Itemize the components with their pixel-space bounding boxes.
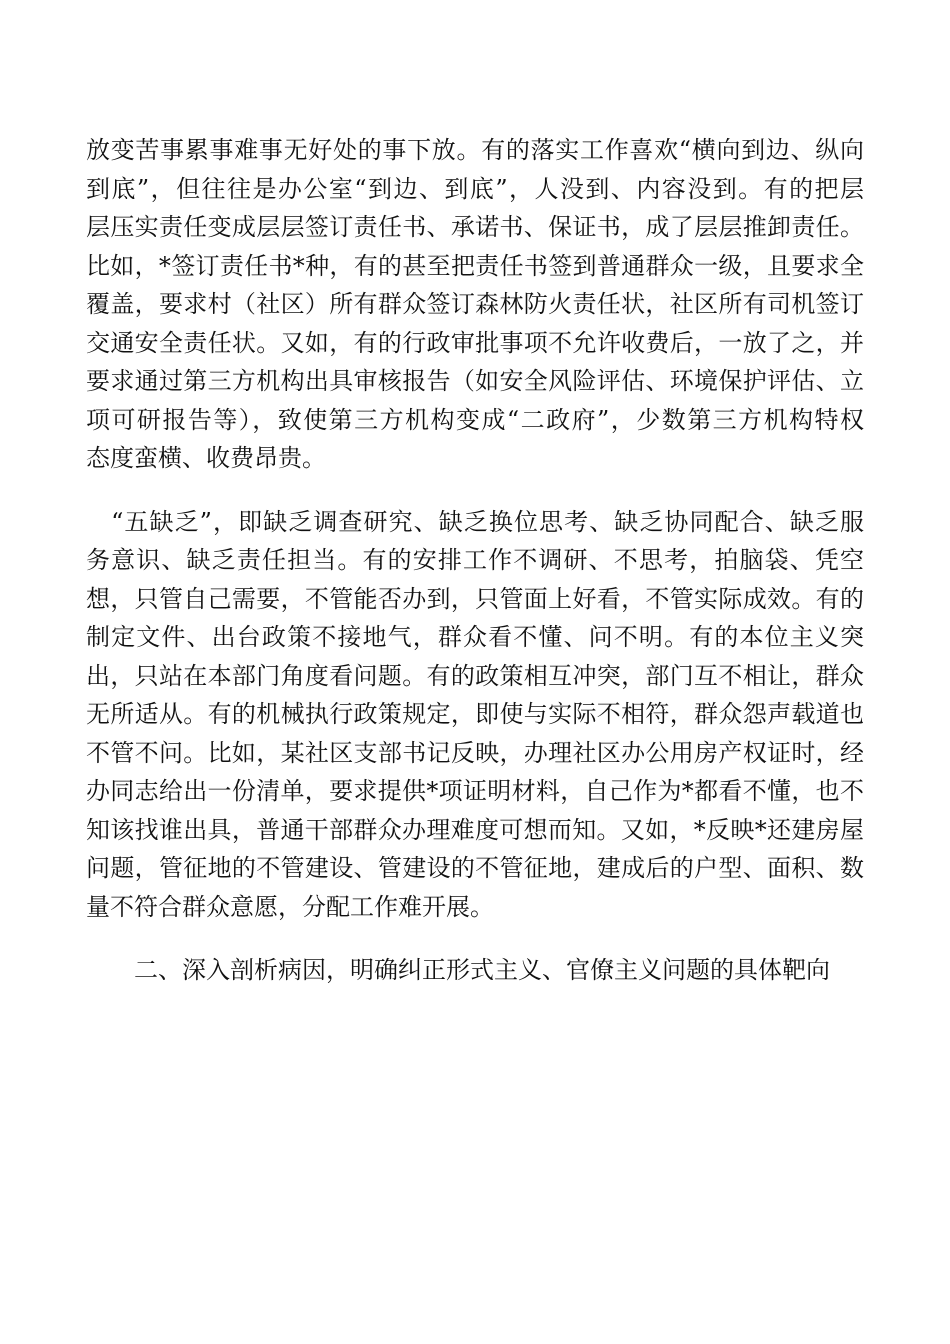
paragraph-2 bbox=[86, 503, 864, 927]
text-line: 办同志给出一份清单，要求提供*项证明材料，自己作为*都看不懂，也不 bbox=[86, 777, 864, 805]
text-line: 覆盖，要求村（社区）所有群众签订森林防火责任状，社区所有司机签订 bbox=[86, 290, 864, 318]
text-line: 想，只管自己需要，不管能否办到，只管面上好看，不管实际成效。有的 bbox=[86, 584, 864, 613]
text-line: 层压实责任变成层层签订责任书、承诺书、保证书，成了层层推卸责任。 bbox=[86, 213, 864, 241]
paragraph-gap bbox=[86, 478, 864, 503]
text-line: 项可研报告等），致使第三方机构变成“二政府”，少数第三方机构特权 bbox=[86, 405, 864, 434]
paragraph-1 bbox=[86, 131, 864, 478]
text-line: 不管不问。比如，某社区支部书记反映，办理社区办公用房产权证时，经 bbox=[86, 738, 864, 767]
text-line: 问题，管征地的不管建设、管建设的不管征地，建成后的户型、面积、数 bbox=[86, 854, 864, 882]
text-line: 态度蛮横、收费昂贵。 bbox=[86, 444, 326, 472]
text-line: 比如，*签订责任书*种，有的甚至把责任书签到普通群众一级，且要求全 bbox=[86, 251, 864, 280]
text-line: 量不符合群众意愿，分配工作难开展。 bbox=[86, 892, 494, 921]
text-line: 交通安全责任状。又如，有的行政审批事项不允许收费后，一放了之，并 bbox=[86, 328, 864, 357]
section-heading: 二、深入剖析病因，明确纠正形式主义、官僚主义问题的具体靶向 bbox=[86, 956, 830, 984]
text-line: 放变苦事累事难事无好处的事下放。有的落实工作喜欢“横向到边、纵向 bbox=[86, 136, 864, 164]
text-line: “五缺乏”，即缺乏调查研究、缺乏换位思考、缺乏协同配合、缺乏服 bbox=[86, 507, 864, 536]
text-line: 出，只站在本部门角度看问题。有的政策相互冲突，部门互不相让，群众 bbox=[86, 661, 864, 690]
document-page bbox=[86, 131, 864, 990]
text-line: 制定文件、出台政策不接地气，群众看不懂、问不明。有的本位主义突 bbox=[86, 623, 864, 651]
text-line: 知该找谁出具，普通干部群众办理难度可想而知。又如，*反映*还建房屋 bbox=[86, 815, 864, 844]
text-line: 到底”，但往往是办公室“到边、到底”，人没到、内容没到。有的把层 bbox=[86, 174, 864, 203]
text-line: 无所适从。有的机械执行政策规定，即使与实际不相符，群众怨声载道也 bbox=[86, 700, 864, 728]
paragraph-gap bbox=[86, 926, 864, 951]
text-line: 要求通过第三方机构出具审核报告（如安全风险评估、环境保护评估、立 bbox=[86, 367, 864, 395]
text-line: 务意识、缺乏责任担当。有的安排工作不调研、不思考，拍脑袋、凭空 bbox=[86, 546, 864, 574]
